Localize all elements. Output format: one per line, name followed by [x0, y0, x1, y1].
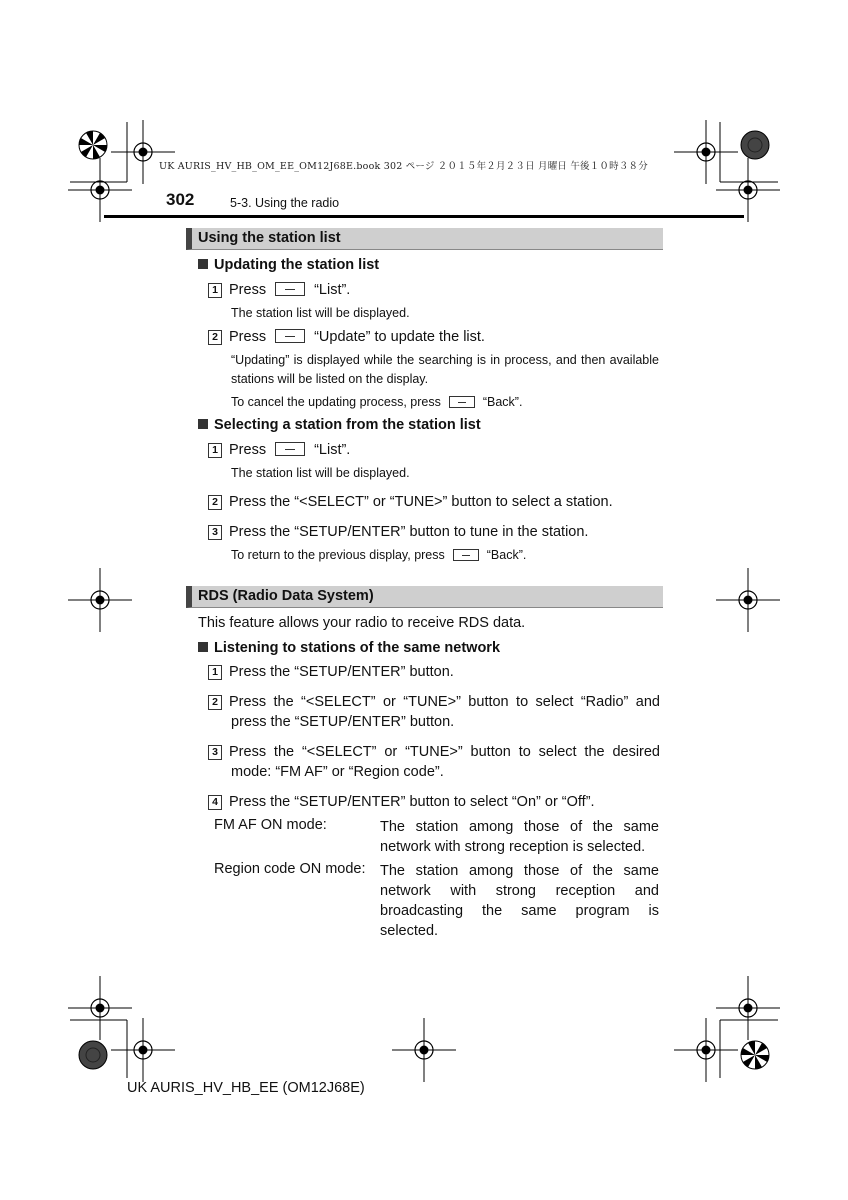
button-icon	[275, 442, 305, 456]
step-number: 2	[208, 695, 222, 710]
step-number: 2	[208, 330, 222, 345]
definition-term-region-code: Region code ON mode:	[214, 861, 366, 877]
page-number: 302	[166, 190, 195, 209]
definition-desc-region-code: The station among those of the same network with strong reception and broadcasting the same program is selected.	[380, 863, 659, 939]
subheading-updating: Updating the station list	[198, 257, 379, 273]
footer-document-code: UK AURIS_HV_HB_EE (OM12J68E)	[127, 1080, 365, 1096]
button-icon	[449, 396, 475, 408]
step-rds-2: 2 Press the “<SELECT” or “TUNE>” button to select “Radio” and press the “SETUP/ENTER” button.	[208, 692, 660, 732]
header-rule	[104, 215, 744, 218]
section-title-station-list: Using the station list	[186, 228, 663, 250]
subheading-listening: Listening to stations of the same network	[198, 640, 500, 656]
section-title-rds: RDS (Radio Data System)	[186, 586, 663, 608]
chapter-title: 5-3. Using the radio	[230, 196, 340, 210]
step-rds-1: 1 Press the “SETUP/ENTER” button.	[208, 662, 660, 682]
step-number: 3	[208, 745, 222, 760]
step-updating-1: 1 Press “List”.	[208, 280, 660, 300]
step-updating-2: 2 Press “Update” to update the list.	[208, 327, 660, 347]
step-number: 1	[208, 665, 222, 680]
print-info-line: UK AURIS_HV_HB_OM_EE_OM12J68E.book 302 ページ ２０１５年２月２３日 月曜日 午後１０時３８分	[159, 161, 648, 172]
step-rds-3: 3 Press the “<SELECT” or “TUNE>” button to select the desired mode: “FM AF” or “Region code”.	[208, 742, 660, 782]
note-cancel-updating: To cancel the updating process, press “Back”.	[231, 395, 523, 409]
square-bullet-icon	[198, 419, 208, 429]
note-return-previous: To return to the previous display, press “Back”.	[231, 548, 527, 562]
note-updating-1: The station list will be displayed.	[231, 306, 410, 320]
note-selecting-1: The station list will be displayed.	[231, 466, 410, 480]
step-number: 2	[208, 495, 222, 510]
button-icon	[453, 549, 479, 561]
step-rds-4: 4 Press the “SETUP/ENTER” button to select “On” or “Off”.	[208, 792, 660, 812]
note-updating-2: “Updating” is displayed while the searching is in process, and then available stations will be listed on the display.	[231, 353, 659, 386]
button-icon	[275, 282, 305, 296]
square-bullet-icon	[198, 642, 208, 652]
step-number: 1	[208, 283, 222, 298]
step-number: 3	[208, 525, 222, 540]
step-selecting-3: 3 Press the “SETUP/ENTER” button to tune in the station.	[208, 522, 660, 542]
square-bullet-icon	[198, 259, 208, 269]
step-selecting-1: 1 Press “List”.	[208, 440, 660, 460]
step-selecting-2: 2 Press the “<SELECT” or “TUNE>” button to select a station.	[208, 492, 660, 512]
step-number: 1	[208, 443, 222, 458]
step-number: 4	[208, 795, 222, 810]
rds-intro: This feature allows your radio to receive RDS data.	[198, 615, 526, 631]
definition-desc-fm-af: The station among those of the same network with strong reception is selected.	[380, 819, 659, 855]
definition-term-fm-af: FM AF ON mode:	[214, 817, 327, 833]
subheading-selecting: Selecting a station from the station list	[198, 417, 481, 433]
button-icon	[275, 329, 305, 343]
